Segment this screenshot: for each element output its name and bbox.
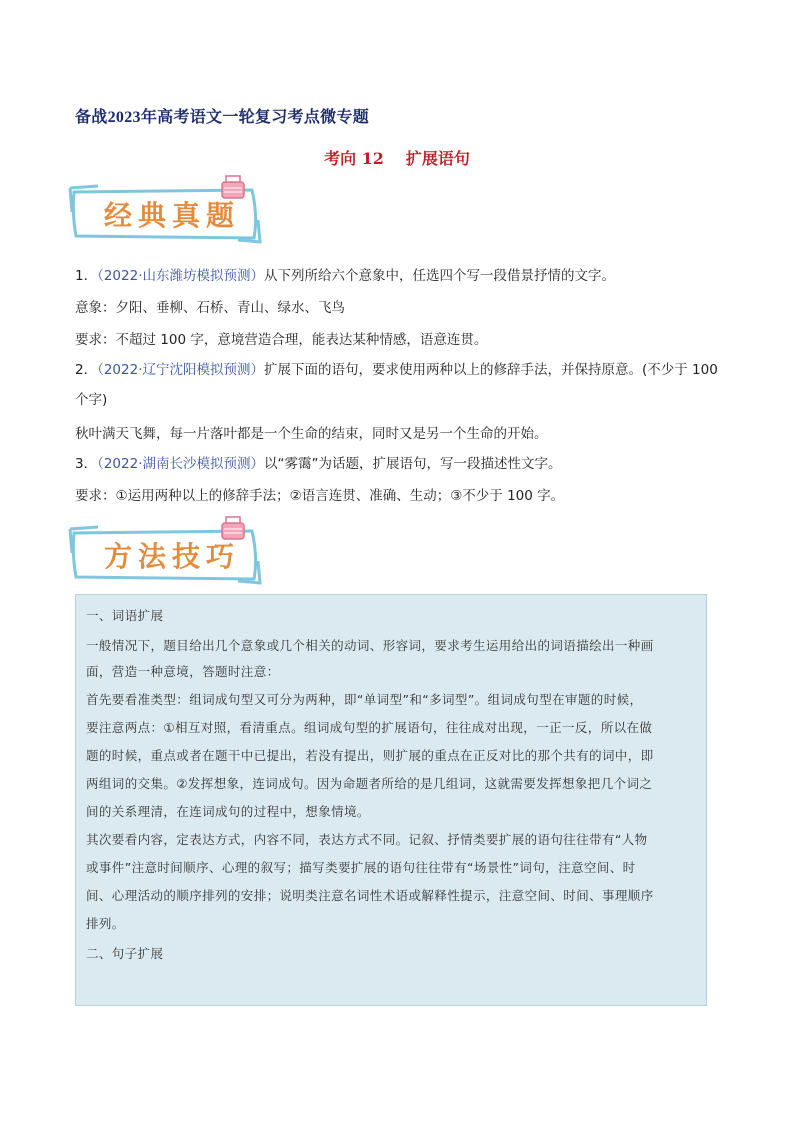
section-subtitle: 考向 12 扩展语句 — [324, 149, 470, 168]
question-3: 3．（2022·湖南长沙模拟预测）以“雾霭”为话题，扩展语句，写一段描述性文字。 — [75, 456, 562, 472]
banner-method-tips — [68, 525, 268, 585]
banner-classic-questions — [68, 184, 268, 244]
question-source: （2022·辽宁沈阳模拟预测） — [97, 362, 264, 378]
method-line: 要注意两点：①相互对照，看清重点。组词成句型的扩展语句，往往成对出现，一正一反，所以在做 — [86, 720, 653, 735]
method-line: 面，营造一种意境，答题时注意： — [86, 664, 280, 679]
question-1: 1．（2022·山东潍坊模拟预测）从下列所给六个意象中，任选四个写一段借景抒情的文字。 — [75, 268, 615, 284]
question-3-requirement: 要求：①运用两种以上的修辞手法；②语言连贯、准确、生动；③不少于 100 字。 — [75, 488, 565, 504]
method-heading-words: 一、词语扩展 — [86, 608, 164, 623]
question-2-continued: 个字) — [75, 392, 108, 408]
method-line: 间、心理活动的顺序排列的安排；说明类注意名词性术语或解释性提示，注意空间、时间、事理顺序 — [86, 888, 654, 903]
method-line: 其次要看内容，定表达方式，内容不同，表达方式不同。记叙、抒情类要扩展的语句往往带有“人物 — [86, 832, 648, 847]
document-title: 备战2023年高考语文一轮复习考点微专题 — [75, 107, 370, 126]
method-line: 排列。 — [86, 916, 125, 931]
method-line: 间的关系理清，在连词成句的过程中，想象情境。 — [86, 804, 370, 819]
question-1-imagery: 意象：夕阳、垂柳、石桥、青山、绿水、飞鸟 — [75, 300, 345, 316]
method-line: 题的时候，重点或者在题干中已提出，若没有提出，则扩展的重点在正反对比的那个共有的词中，即 — [86, 748, 654, 763]
question-source: （2022·湖南长沙模拟预测） — [97, 456, 264, 472]
question-2-sentence: 秋叶满天飞舞，每一片落叶都是一个生命的结束，同时又是另一个生命的开始。 — [75, 426, 548, 442]
method-line: 首先要看准类型：组词成句型又可分为两种，即“单词型”和“多词型”。组词成句型在审题的时候， — [86, 692, 643, 707]
banner-label: 经典真题 — [104, 199, 241, 232]
method-heading-sentences: 二、句子扩展 — [86, 946, 164, 961]
banner-label: 方法技巧 — [104, 540, 241, 573]
question-2: 2．（2022·辽宁沈阳模拟预测）扩展下面的语句，要求使用两种以上的修辞手法，并保持原意。(不少于 100 — [75, 362, 718, 378]
method-tips-box — [75, 594, 707, 1006]
method-line: 两组词的交集。②发挥想象，连词成句。因为命题者所给的是几组词，这就需要发挥想象把几个词之 — [86, 776, 653, 791]
question-source: （2022·山东潍坊模拟预测） — [97, 268, 264, 284]
method-line: 一般情况下，题目给出几个意象或几个相关的动词、形容词，要求考生运用给出的词语描绘出一种画 — [86, 638, 654, 653]
method-line: 或事件”注意时间顺序、心理的叙写；描写类要扩展的语句往往带有“场景性”词句，注意空间、时 — [86, 860, 636, 875]
question-1-requirement: 要求：不超过 100 字，意境营造合理，能表达某种情感，语意连贯。 — [75, 332, 488, 348]
